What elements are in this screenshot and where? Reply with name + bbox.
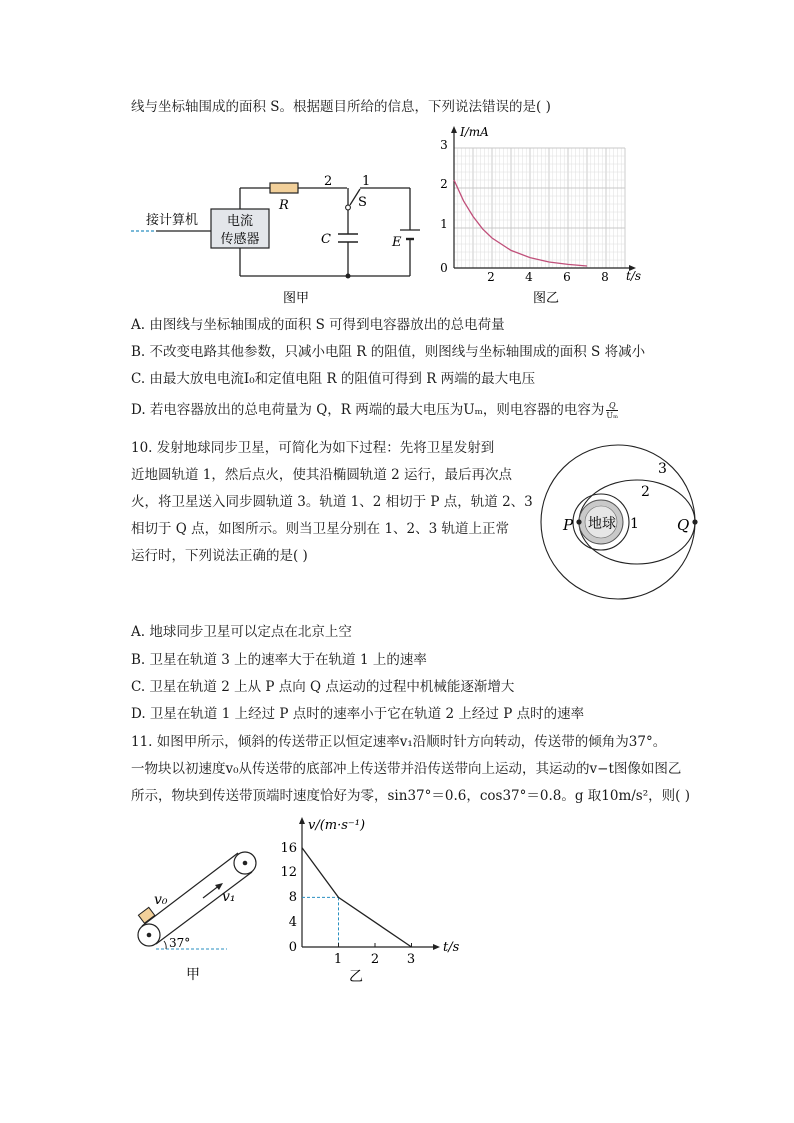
- point-q-label: Q: [677, 516, 690, 534]
- q9-option-b: B. 不改变电路其他参数，只减小电阻 R 的阻值，则图线与坐标轴围成的面积 S 将减小: [131, 344, 646, 360]
- x-tick-2: 2: [487, 270, 495, 284]
- belt-caption: 甲: [186, 967, 200, 983]
- q10-option-d: D. 卫星在轨道 1 上经过 P 点时的速率小于它在轨道 2 上经过 P 点时的速率: [131, 706, 585, 722]
- q10-line-1: 10. 发射地球同步卫星，可简化为如下过程：先将卫星发射到: [131, 440, 495, 456]
- origin-label: 0: [440, 261, 448, 275]
- block: [138, 907, 154, 923]
- sensor-label-line1: 电流: [226, 214, 254, 229]
- sensor-label-line2: 传感器: [220, 232, 260, 247]
- q10-line-2: 近地圆轨道 1，然后点火，使其沿椭圆轨道 2 运行，最后再次点: [131, 467, 513, 483]
- vt-y-tick-12: 12: [280, 865, 297, 880]
- q10-line-5: 运行时，下列说法正确的是( ): [131, 548, 308, 564]
- y-tick-3: 3: [440, 138, 448, 152]
- switch-pivot: [346, 205, 351, 210]
- orbit-1-label: 1: [630, 516, 639, 532]
- current-time-graph: [428, 122, 658, 312]
- x-tick-4: 4: [525, 270, 533, 284]
- q9-option-d: [131, 401, 618, 420]
- q11-line-2: 一物块以初速度v₀从传送带的底部冲上传送带并沿传送带向上运动，其运动的v−t图像如图乙: [131, 761, 682, 777]
- x-tick-8: 8: [601, 270, 609, 284]
- point-p-label: P: [563, 516, 574, 534]
- vt-y-axis-arrow: [299, 817, 305, 824]
- v1-label: v₁: [222, 889, 236, 905]
- circuit-diagram: [128, 168, 428, 313]
- q11-line-1: 11. 如图甲所示，倾斜的传送带正以恒定速率v₁沿顺时针方向转动，传送带的倾角为37°。: [131, 734, 667, 750]
- orbit-3-label: 3: [658, 461, 667, 477]
- orbit-2-label: 2: [641, 484, 650, 500]
- vt-x-tick-2: 2: [370, 952, 380, 967]
- angle-arc: [164, 941, 166, 949]
- earth-label: 地球: [588, 516, 616, 532]
- top-roller-axle: [243, 861, 248, 866]
- vt-y-tick-0: 0: [288, 940, 297, 955]
- resistor: [270, 183, 298, 193]
- q9-option-a: A. 由图线与坐标轴围成的面积 S 可得到电容器放出的总电荷量: [131, 317, 505, 333]
- q11-line-3: 所示，物块到传送带顶端时速度恰好为零，sin37°＝0.6，cos37°＝0.8。g 取10m/s²，则( ): [131, 788, 690, 804]
- vt-y-tick-16: 16: [280, 841, 297, 856]
- vt-caption: 乙: [349, 969, 363, 985]
- y-axis-label: I/mA: [460, 125, 489, 139]
- junction-dot: [346, 274, 351, 279]
- y-tick-1: 1: [440, 217, 448, 231]
- y-tick-2: 2: [440, 177, 448, 191]
- orbit-diagram: [520, 440, 700, 600]
- capacitance-fraction: [606, 401, 618, 420]
- fraction-numerator: Q: [606, 401, 618, 411]
- y-axis-arrow: [451, 126, 457, 133]
- vt-x-axis-arrow: [433, 944, 440, 950]
- circuit-caption: 图甲: [282, 291, 310, 306]
- q10-option-a: A. 地球同步卫星可以定点在北京上空: [131, 624, 352, 640]
- q10-option-b: B. 卫星在轨道 3 上的速率大于在轨道 1 上的速率: [131, 652, 427, 668]
- q10-line-4: 相切于 Q 点，如图所示。则当卫星分别在 1、2、3 轨道上正常: [131, 521, 509, 537]
- intro-line: 线与坐标轴围成的面积 S。根据题目所给的信息，下列说法错误的是( ): [131, 99, 551, 115]
- q9-option-d-text: D. 若电容器放出的总电荷量为 Q，R 两端的最大电压为Uₘ，则电容器的电容为: [131, 402, 605, 418]
- guide-dashes: [302, 897, 339, 947]
- x-tick-6: 6: [563, 270, 571, 284]
- q10-option-c: C. 卫星在轨道 2 上从 P 点向 Q 点运动的过程中机械能逐渐增大: [131, 679, 515, 695]
- bottom-roller-axle: [147, 933, 152, 938]
- velocity-time-graph: [280, 812, 470, 987]
- vt-x-tick-3: 3: [406, 952, 416, 967]
- terminal-1-label: 1: [362, 174, 371, 189]
- conveyor-belt-diagram: [125, 845, 275, 990]
- q9-option-c: C. 由最大放电电流I₀和定值电阻 R 的阻值可得到 R 两端的最大电压: [131, 371, 536, 387]
- discharge-curve: [454, 180, 587, 266]
- fraction-denominator: Uₘ: [606, 411, 619, 420]
- switch-label: S: [358, 195, 367, 210]
- q10-line-3: 火，将卫星送入同步圆轨道 3。轨道 1、2 相切于 P 点，轨道 2、3: [131, 494, 533, 510]
- graph-grid: [454, 148, 625, 268]
- point-q-dot: [692, 519, 697, 524]
- vt-x-label: t/s: [443, 940, 460, 955]
- computer-label: 接计算机: [146, 213, 199, 228]
- vt-y-label: v/(m·s⁻¹): [308, 818, 366, 833]
- resistor-label: R: [279, 198, 289, 213]
- graph-caption: 图乙: [532, 291, 560, 306]
- vt-x-tick-1: 1: [333, 952, 343, 967]
- x-axis-label: t/s: [626, 269, 642, 283]
- point-p-dot: [576, 519, 581, 524]
- terminal-2-label: 2: [324, 174, 333, 189]
- angle-label: 37°: [169, 936, 191, 950]
- vt-y-tick-8: 8: [288, 890, 297, 905]
- emf-label: E: [392, 235, 402, 250]
- vt-y-tick-4: 4: [288, 915, 297, 930]
- v0-label: v₀: [154, 892, 168, 908]
- capacitor-label: C: [321, 232, 331, 247]
